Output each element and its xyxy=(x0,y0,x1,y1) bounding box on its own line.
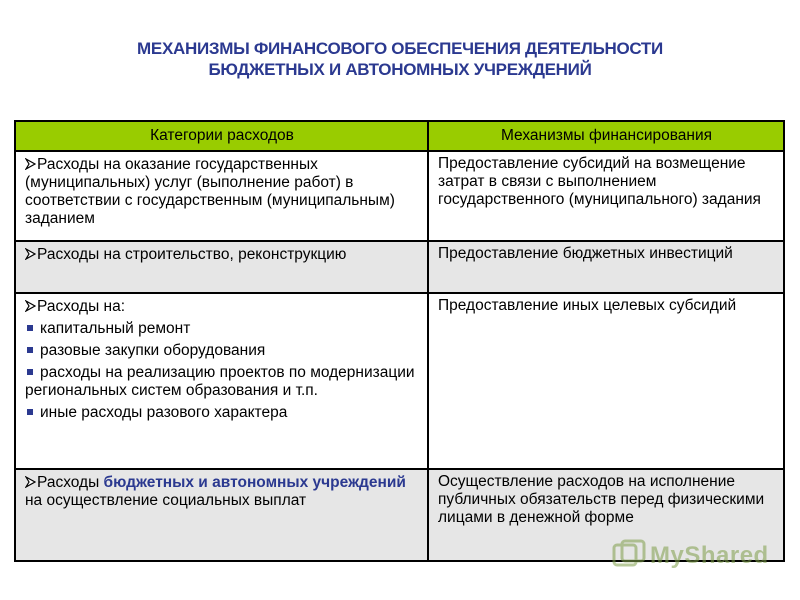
title-line-2: БЮДЖЕТНЫХ И АВТОНОМНЫХ УЧРЕЖДЕНИЙ xyxy=(208,60,592,79)
square-bullet-icon xyxy=(27,409,33,415)
table-header-row xyxy=(15,121,784,151)
arrow-bullet-icon xyxy=(25,298,36,314)
category-text: Расходы на строительство, реконструкцию xyxy=(37,246,347,263)
arrow-bullet-icon xyxy=(25,156,36,172)
watermark-logo-icon xyxy=(612,539,646,571)
title-line-1: МЕХАНИЗМЫ ФИНАНСОВОГО ОБЕСПЕЧЕНИЯ ДЕЯТЕЛЬНОСТИ xyxy=(137,39,663,58)
highlight-text: бюджетных и автономных учреждений xyxy=(103,474,406,491)
watermark-text: MyShared xyxy=(650,542,769,569)
financing-table xyxy=(14,120,785,562)
table-row xyxy=(15,151,784,241)
watermark xyxy=(612,536,769,576)
category-cell xyxy=(15,241,428,293)
category-text: Расходы на: xyxy=(37,298,126,315)
header-categories: Категории расходов xyxy=(15,121,428,151)
square-bullet-icon xyxy=(27,347,33,353)
category-cell xyxy=(15,293,428,469)
square-bullet-icon xyxy=(27,325,33,331)
arrow-bullet-icon xyxy=(25,474,36,490)
category-cell: Расходы бюджетных и автономных учреждений на осуществление социальных выплат xyxy=(15,469,428,561)
category-text: Расходы на оказание государственных (муниципальных) услуг (выполнение работ) в соответствии с государственным (муниципальным) заданием xyxy=(25,156,395,227)
page-title xyxy=(0,38,800,80)
list-item: расходы на реализацию проектов по модернизации региональных систем образования и т.п. xyxy=(25,364,415,399)
mechanism-cell: Предоставление бюджетных инвестиций xyxy=(428,241,784,293)
table-row xyxy=(15,241,784,293)
category-cell xyxy=(15,151,428,241)
mechanism-cell: Предоставление иных целевых субсидий xyxy=(428,293,784,469)
list-item: капитальный ремонт xyxy=(25,320,419,338)
square-bullet-icon xyxy=(27,369,33,375)
table-row xyxy=(15,293,784,469)
list-item: иные расходы разового характера xyxy=(25,404,419,422)
mechanism-cell: Предоставление субсидий на возмещение затрат в связи с выполнением государственного (муниципального) задания xyxy=(428,151,784,241)
arrow-bullet-icon xyxy=(25,246,36,262)
header-mechanisms: Механизмы финансирования xyxy=(428,121,784,151)
mechanism-cell: Осуществление расходов на исполнение публичных обязательств перед физическими лицами в денежной форме xyxy=(428,469,784,561)
list-item: разовые закупки оборудования xyxy=(25,342,419,360)
